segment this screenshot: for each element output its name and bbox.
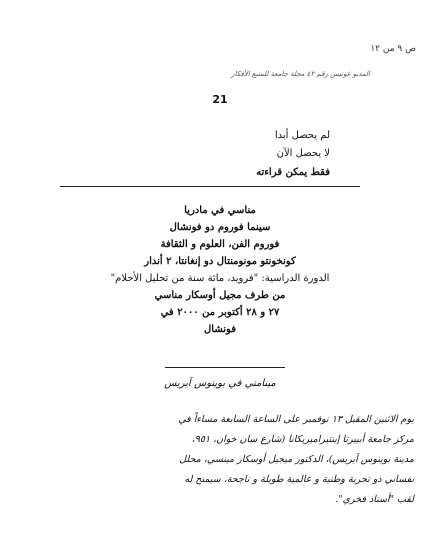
poem-line: لا يحصل الآن <box>276 148 330 159</box>
section-subheading: مينامني في بوينوس آيريس <box>164 378 276 389</box>
credit-line: سينما فوروم دو فونشال <box>169 222 271 233</box>
page-number: 21 <box>212 93 228 106</box>
page-label: ص ٩ من ١٢ <box>370 44 416 54</box>
credit-line: فونشال <box>204 324 236 335</box>
poem-line: لم يحصل أبدا <box>274 130 330 141</box>
credit-line: فوروم الفن، العلوم و الثقافة <box>160 239 280 250</box>
body-line: لقب "أستاذ فخري". <box>335 494 414 505</box>
body-line: يوم الاثنين المقبل ١٣ نوفمبر على الساعة السابعة مساءاً في <box>178 414 414 425</box>
credit-line: مناسي في مادريا <box>184 205 256 216</box>
credit-line: الدورة الدراسية: "فرويد، مائة سنة من تحليل الأحلام" <box>110 273 330 284</box>
credit-line: ٢٧ و ٢٨ أكتوبر من ٢٠٠٠ في <box>160 307 280 318</box>
header-note: المديو غونيس رقم ٤٢ مجلة جامعة للمتبع الأفكار <box>231 70 370 78</box>
body-line: نفساني ذو تجربة وطنية و عالمية طويلة و ناجحة، سيمنح له <box>184 474 414 485</box>
poem-line: فقط يمكن قراءته <box>256 167 330 178</box>
body-line: مركز جامعة أبييرتا إينتيراميريكانا (شارع سان خوان، ٩٥١، <box>191 434 414 445</box>
credit-line: كونخونتو مونومنتال دو إنغانتا، ٢ أندار <box>144 256 296 267</box>
divider-line <box>60 186 360 187</box>
event-credits <box>0 202 440 338</box>
credit-line: من طرف مجيل أوسكار مناسي <box>154 290 286 301</box>
short-divider <box>165 367 285 368</box>
body-line: مدينة بوينوس آيريس)، الدكتور ميجيل أوسكار مينسي، محلل <box>179 454 414 465</box>
body-paragraph <box>34 410 414 510</box>
